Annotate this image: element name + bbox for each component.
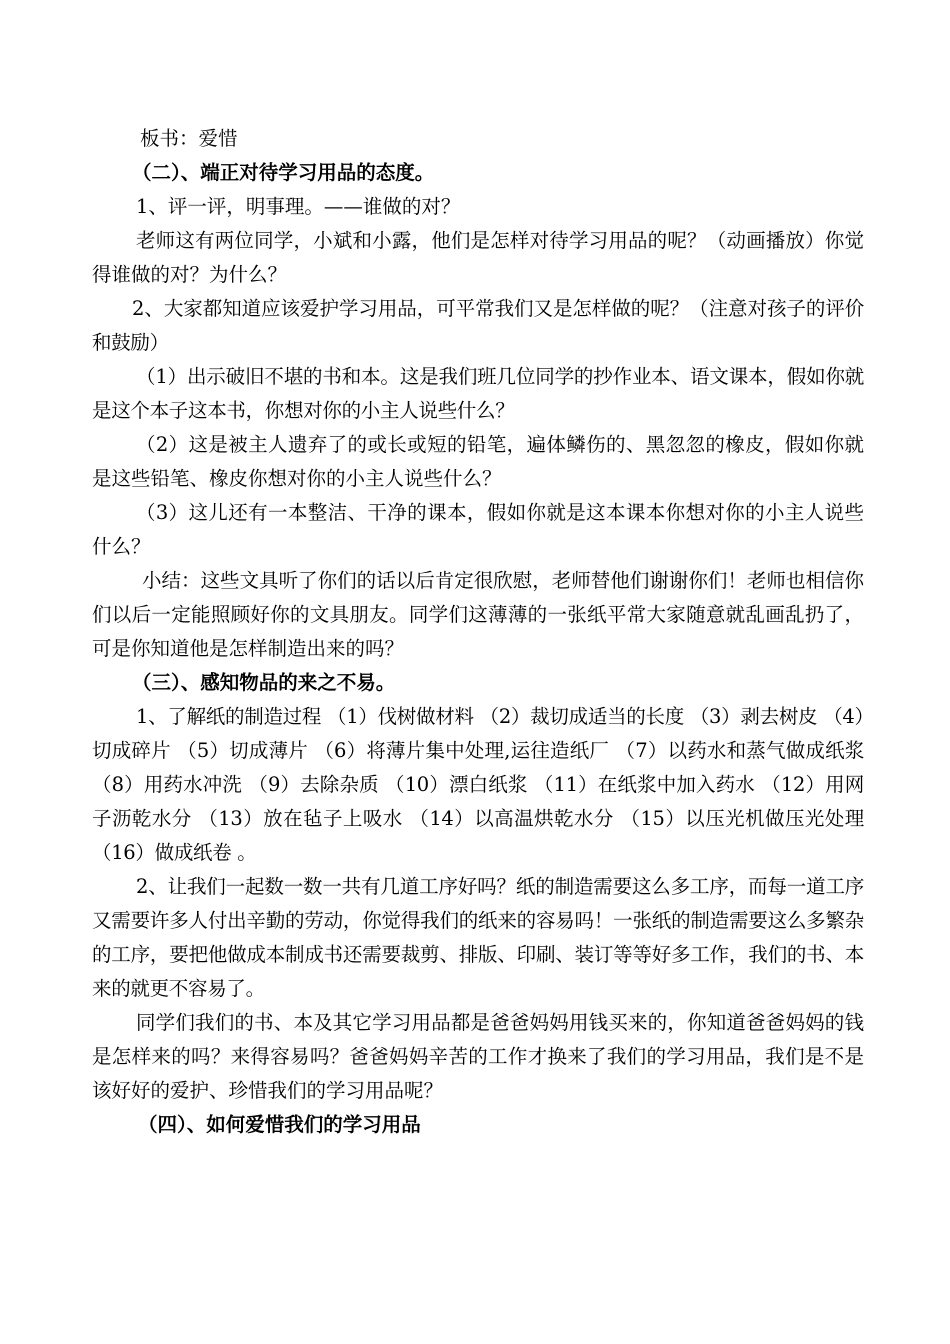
paragraph: （3）这儿还有一本整洁、干净的课本，假如你就是这本课本你想对你的小主人说些什么？ — [92, 501, 864, 558]
section-heading-2: （二）、端正对待学习用品的态度。 — [132, 161, 435, 184]
section-heading-3: （三）、感知物品的来之不易。 — [132, 671, 396, 694]
paragraph: 1、了解纸的制造过程 （1）伐树做材料 （2）裁切成适当的长度 （3）剥去树皮 （4）切成碎片 （5）切成薄片 （6）将薄片集中处理,运往造纸厂 （7）以药水和蒸气做成纸浆 （8）用药水冲洗 （9）去除杂质 （10）漂白纸浆 （11）在纸浆中加入药水 （12）用网子沥乾水分 （13）放在毡子上吸水 （14）以高温烘乾水分 （15）以压光机做压光处理 （16）做成纸卷 。 — [92, 705, 864, 864]
paragraph: 2、大家都知道应该爱护学习用品，可平常我们又是怎样做的呢？（注意对孩子的评价和鼓励） — [92, 297, 864, 354]
summary-paragraph: 小结：这些文具听了你们的话以后肯定很欣慰，老师替他们谢谢你们！老师也相信你们以后一定能照顾好你的文具朋友。同学们这薄薄的一张纸平常大家随意就乱画乱扔了，可是你知道他是怎样制造出来的吗？ — [92, 569, 864, 660]
paragraph: 同学们我们的书、本及其它学习用品都是爸爸妈妈用钱买来的，你知道爸爸妈妈的钱是怎样来的吗？来得容易吗？爸爸妈妈辛苦的工作才换来了我们的学习用品，我们是不是该好好的爱护、珍惜我们的学习用品呢？ — [92, 1011, 864, 1102]
paragraph: 老师这有两位同学，小斌和小露，他们是怎样对待学习用品的呢？（动画播放）你觉得谁做的对？为什么？ — [92, 229, 864, 286]
paragraph: （2）这是被主人遗弃了的或长或短的铅笔，遍体鳞伤的、黑忽忽的橡皮，假如你就是这些铅笔、橡皮你想对你的小主人说些什么？ — [92, 433, 864, 490]
document-body — [92, 122, 864, 1142]
paragraph: 1、评一评，明事理。——谁做的对？ — [136, 195, 461, 218]
paragraph: 2、让我们一起数一数一共有几道工序好吗？纸的制造需要这么多工序，而每一道工序又需要许多人付出辛勤的劳动，你觉得我们的纸来的容易吗！一张纸的制造需要这么多繁杂的工序，要把他做成本制成书还需要裁剪、排版、印刷、装订等等好多工作，我们的书、本来的就更不容易了。 — [92, 875, 864, 1000]
blackboard-note: 板书：爱惜 — [140, 127, 238, 150]
paragraph: （1）出示破旧不堪的书和本。这是我们班几位同学的抄作业本、语文课本，假如你就是这个本子这本书，你想对你的小主人说些什么？ — [92, 365, 864, 422]
section-heading-4: （四）、如何爱惜我们的学习用品 — [138, 1113, 421, 1136]
